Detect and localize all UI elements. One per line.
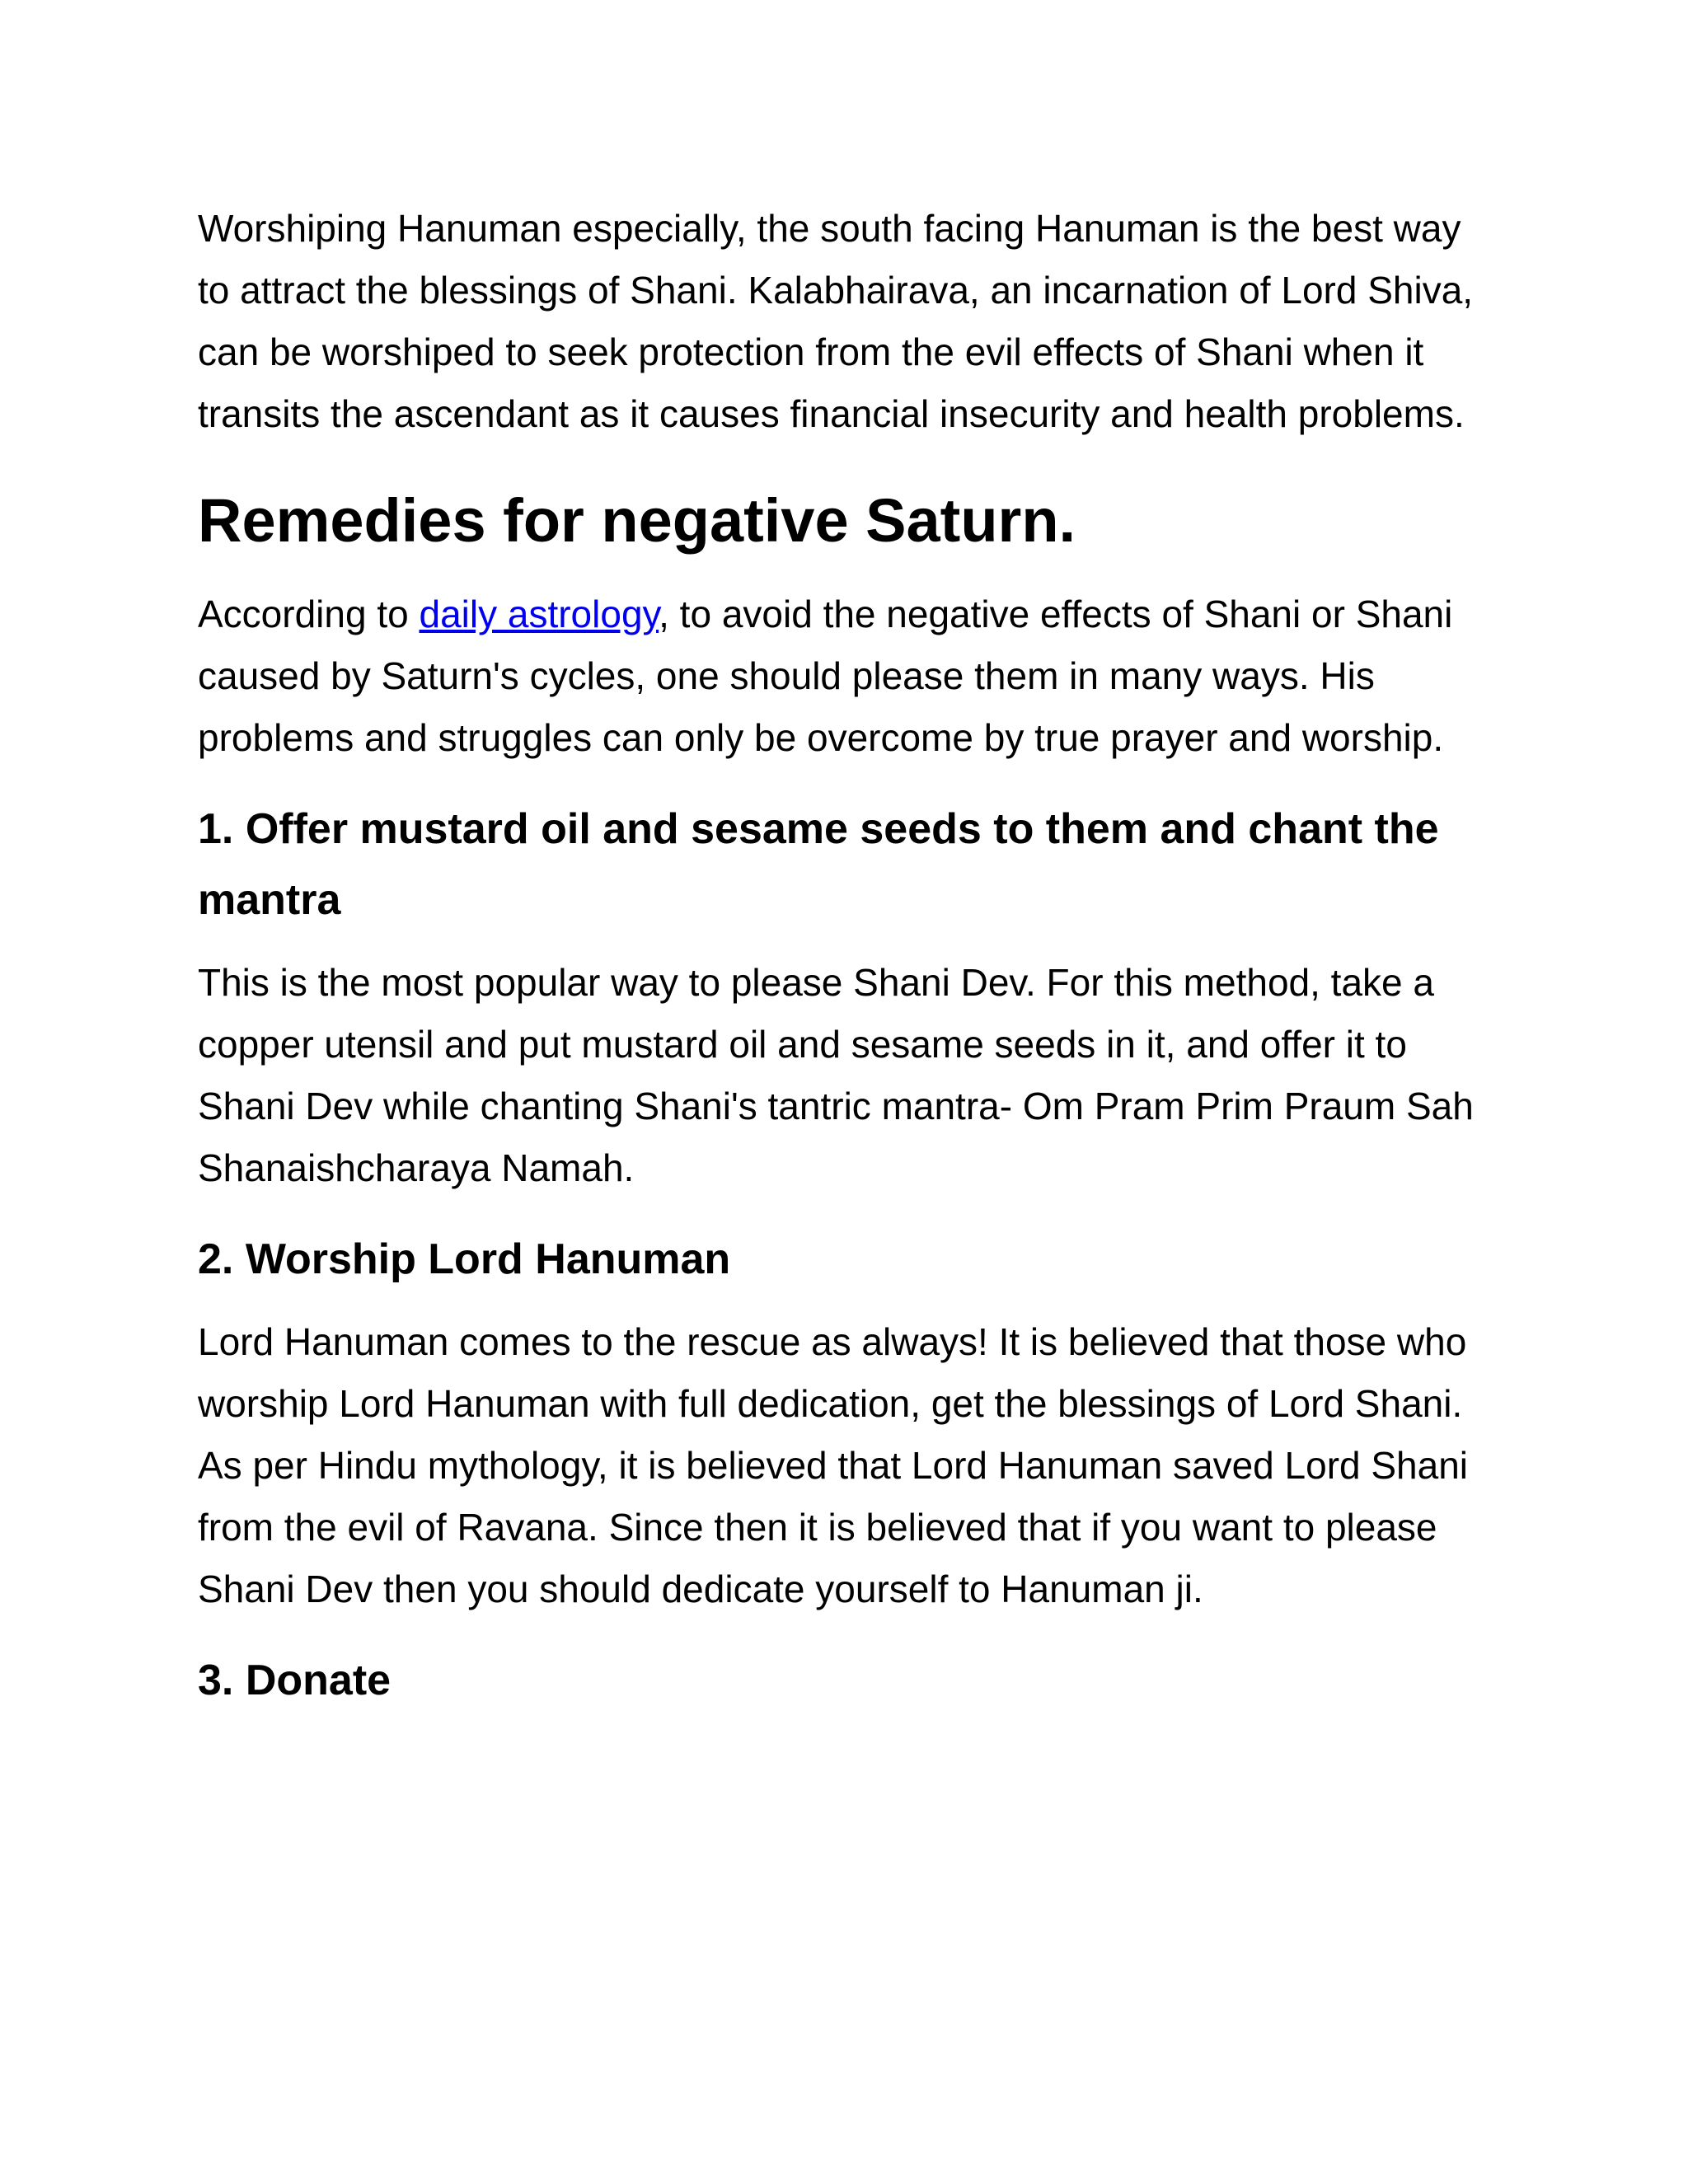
intro-paragraph: Worshiping Hanuman especially, the south facing Hanuman is the best way to attract the blessings of Shani. Kalabhairava, an incarnation of Lord Shiva, can be worshiped to seek protection from the evil effects of Shani when it transits the ascendant as it causes financial insecurity and health problems. bbox=[198, 207, 1474, 435]
item-1-paragraph: This is the most popular way to please Shani Dev. For this method, take a copper utensil and put mustard oil and sesame seeds in it, and offer it to Shani Dev while chanting Shani's tantric mantra- Om Pram Prim Praum Sah Shanaishcharaya Namah. bbox=[198, 961, 1474, 1189]
paragraph-text-before-link: According to bbox=[198, 593, 420, 635]
daily-astrology-link[interactable]: daily astrology bbox=[419, 593, 659, 635]
section-paragraph bbox=[198, 583, 1500, 769]
item-2-heading: 2. Worship Lord Hanuman bbox=[198, 1235, 731, 1283]
document-page bbox=[198, 198, 1500, 1716]
item-2-paragraph: Lord Hanuman comes to the rescue as always! It is believed that those who worship Lord Hanuman with full dedication, get the blessings of Lord Shani. As per Hindu mythology, it is believed that Lord Hanuman saved Lord Shani from the evil of Ravana. Since then it is believed that if you want to please Shani Dev then you should dedicate yourself to Hanuman ji. bbox=[198, 1320, 1469, 1610]
paragraph-text-after-link: , to avoid the negative effects of Shani or Shani caused by Saturn's cycles, one should please them in many ways. His problems and struggles can only be overcome by true prayer and worship. bbox=[198, 593, 1453, 759]
section-heading: Remedies for negative Saturn. bbox=[198, 486, 1076, 555]
item-3-heading: 3. Donate bbox=[198, 1657, 392, 1704]
item-1-heading: 1. Offer mustard oil and sesame seeds to them and chant the mantra bbox=[198, 805, 1439, 924]
